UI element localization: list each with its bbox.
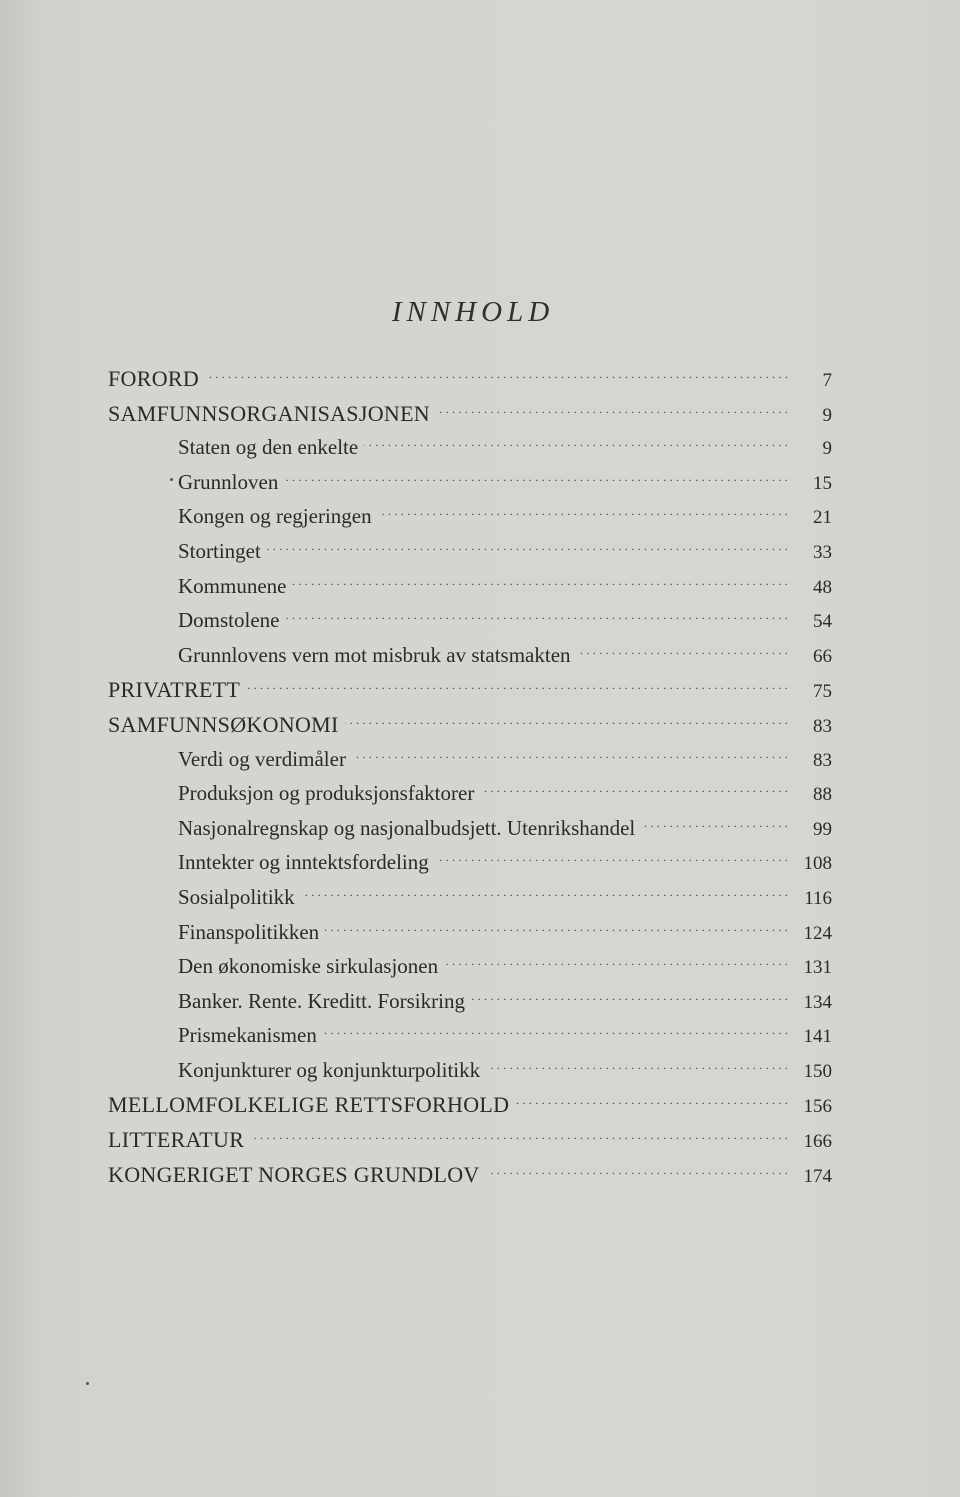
dot-leader (345, 710, 788, 732)
toc-entry-chapter (108, 675, 832, 710)
toc-entry-page-number: 108 (803, 853, 832, 875)
dot-leader (284, 468, 788, 489)
toc-entry-page-number: 134 (803, 991, 832, 1013)
toc-entry-section (108, 1056, 832, 1091)
dot-leader (378, 502, 788, 523)
toc-entry-section (108, 745, 832, 780)
dot-leader (471, 987, 788, 1008)
dot-leader (292, 572, 788, 593)
toc-entry-page-number: 150 (803, 1060, 832, 1082)
dot-leader (435, 848, 788, 869)
toc-entry-page-number: 83 (813, 749, 832, 771)
toc-entry-page-number: 7 (822, 370, 832, 391)
toc-entry-page-number: 116 (804, 887, 832, 909)
toc-entry-label: Stortinget (178, 538, 261, 563)
toc-entry-chapter (108, 710, 832, 745)
toc-entry-label: Verdi og verdimåler (178, 746, 346, 771)
toc-entry-label: Sosialpolitikk (178, 884, 295, 909)
toc-entry-section (108, 987, 832, 1022)
toc-entry-page-number: 15 (813, 472, 832, 494)
toc-entry-section (108, 883, 832, 918)
toc-entry-page-number: 124 (803, 922, 832, 944)
toc-entry-section (108, 779, 832, 814)
dot-leader (641, 814, 788, 835)
toc-entry-page-number: 166 (803, 1131, 832, 1153)
toc-entry-label: Nasjonalregnskap og nasjonalbudsjett. Utenrikshandel (178, 815, 636, 840)
ink-speck (86, 1382, 89, 1385)
toc-entry-label: Konjunkturer og konjunkturpolitikk (178, 1057, 481, 1082)
toc-entry-label: PRIVATRETT (108, 677, 241, 703)
dot-leader (515, 1090, 788, 1112)
dot-leader (364, 433, 788, 454)
toc-entry-page-number: 131 (803, 957, 832, 979)
toc-entry-section (108, 918, 832, 953)
toc-entry-label: KONGERIGET NORGES GRUNDLOV (108, 1161, 480, 1187)
toc-entry-section (108, 468, 832, 503)
toc-entry-label: Banker. Rente. Kreditt. Forsikring (178, 988, 465, 1013)
toc-entry-section (108, 952, 832, 987)
dot-leader (444, 952, 788, 973)
toc-entry-page-number: 75 (813, 681, 832, 703)
toc-entry-page-number: 174 (803, 1165, 832, 1187)
toc-entry-section (108, 433, 832, 468)
toc-entry-page-number: 33 (813, 541, 832, 563)
dot-leader (323, 1021, 788, 1042)
ink-speck (170, 478, 173, 481)
toc-entry-section (108, 848, 832, 883)
toc-entry-label: Domstolene (178, 608, 280, 633)
toc-entry-label: Inntekter og inntektsfordeling (178, 850, 429, 875)
toc-entry-label: LITTERATUR (108, 1127, 245, 1153)
dot-leader (205, 364, 788, 386)
toc-entry-label: Grunnlovens vern mot misbruk av statsmakten (178, 642, 571, 667)
dot-leader (250, 1125, 788, 1147)
toc-entry-label: SAMFUNNSORGANISASJONEN (108, 400, 430, 426)
page-title: INNHOLD (391, 296, 555, 328)
toc-entry-label: Finanspolitikken (178, 919, 320, 944)
toc-entry-page-number: 141 (803, 1026, 832, 1048)
toc-entry-page-number: 54 (813, 611, 832, 633)
toc-entry-page-number: 83 (813, 715, 832, 737)
toc-entry-label: Prismekanismen (178, 1023, 317, 1048)
toc-entry-section (108, 1021, 832, 1056)
toc-entry-chapter (108, 399, 832, 434)
toc-entry-chapter (108, 1125, 832, 1160)
dot-leader (577, 641, 788, 662)
toc-entry-page-number: 156 (803, 1096, 832, 1118)
toc-entry-chapter (108, 364, 832, 399)
toc-entry-label: Den økonomiske sirkulasjonen (178, 954, 439, 979)
dot-leader (480, 779, 788, 800)
toc-entry-section (108, 606, 832, 641)
dot-leader (436, 399, 788, 421)
dot-leader (267, 537, 788, 558)
toc-entry-page-number: 99 (813, 818, 832, 840)
toc-entry-section (108, 641, 832, 676)
toc-entry-page-number: 21 (813, 507, 832, 529)
toc-entry-chapter (108, 1160, 832, 1195)
dot-leader (301, 883, 788, 904)
table-of-contents (108, 364, 832, 1194)
toc-entry-label: FORORD (108, 366, 200, 391)
dot-leader (285, 606, 788, 627)
toc-entry-page-number: 66 (813, 645, 832, 667)
toc-entry-label: SAMFUNNSØKONOMI (108, 711, 339, 737)
toc-entry-section (108, 572, 832, 607)
dot-leader (352, 745, 788, 766)
toc-entry-page-number: 9 (822, 438, 832, 460)
toc-entry-label: Staten og den enkelte (178, 435, 359, 460)
toc-entry-label: Kongen og regjeringen (178, 504, 372, 529)
toc-entry-page-number: 88 (813, 784, 832, 806)
toc-entry-page-number: 48 (813, 576, 832, 598)
toc-entry-chapter (108, 1090, 832, 1125)
toc-entry-label: Grunnloven (178, 469, 279, 494)
dot-leader (325, 918, 788, 939)
toc-entry-label: Produksjon og produksjonsfaktorer (178, 781, 475, 806)
toc-entry-section (108, 537, 832, 572)
dot-leader (486, 1160, 788, 1182)
toc-entry-page-number: 9 (822, 404, 832, 426)
toc-entry-label: MELLOMFOLKELIGE RETTSFORHOLD (108, 1092, 510, 1118)
toc-entry-section (108, 502, 832, 537)
dot-leader (246, 675, 788, 697)
toc-entry-label: Kommunene (178, 573, 287, 598)
toc-entry-section (108, 814, 832, 849)
dot-leader (486, 1056, 788, 1077)
